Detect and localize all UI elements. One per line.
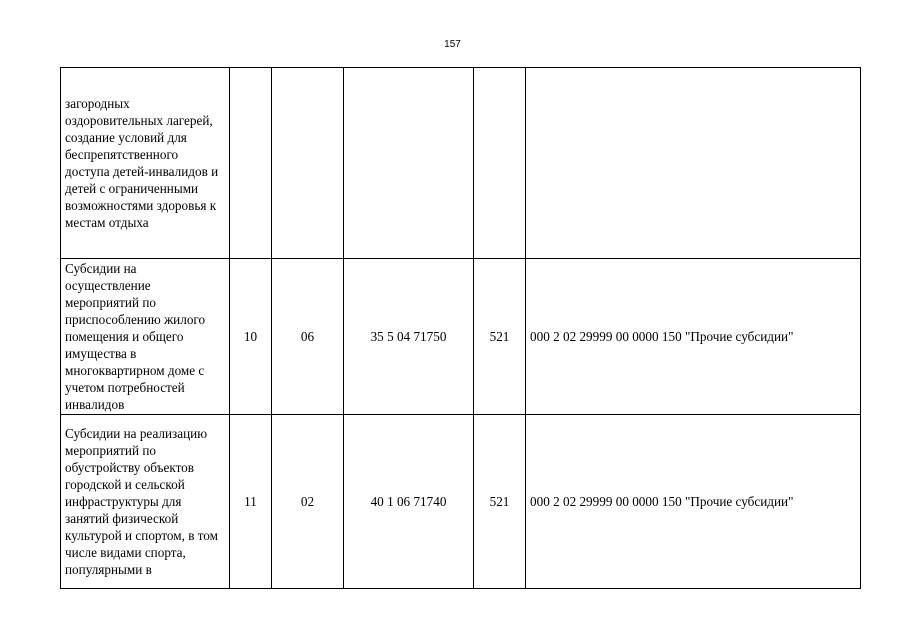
revenue-code-cell <box>526 68 861 259</box>
expense-type-cell: 521 <box>474 415 526 589</box>
table-row <box>61 259 861 415</box>
row-name-cell: Субсидии на осуществление мероприятий по приспособлению жилого помещения и общего имущества в многоквартирном доме с учетом потребностей инвалидов <box>61 259 230 415</box>
section-cell: 11 <box>230 415 272 589</box>
revenue-code-cell: 000 2 02 29999 00 0000 150 "Прочие субсидии" <box>526 259 861 415</box>
budget-table <box>60 67 861 589</box>
row-name-cell: загородных оздоровительных лагерей, создание условий для беспрепятственного доступа детей-инвалидов и детей с ограниченными возможностями здоровья к местам отдыха <box>61 68 230 259</box>
row-name-cell: Субсидии на реализацию мероприятий по обустройству объектов городской и сельской инфраструктуры для занятий физической культурой и спортом, в том числе видами спорта, популярными в <box>61 415 230 589</box>
table-row <box>61 68 861 259</box>
subsection-cell <box>272 68 344 259</box>
section-cell: 10 <box>230 259 272 415</box>
target-article-cell <box>344 68 474 259</box>
subsection-cell: 06 <box>272 259 344 415</box>
subsection-cell: 02 <box>272 415 344 589</box>
expense-type-cell <box>474 68 526 259</box>
revenue-code-cell: 000 2 02 29999 00 0000 150 "Прочие субсидии" <box>526 415 861 589</box>
section-cell <box>230 68 272 259</box>
expense-type-cell: 521 <box>474 259 526 415</box>
target-article-cell: 35 5 04 71750 <box>344 259 474 415</box>
page-number: 157 <box>444 39 461 50</box>
target-article-cell: 40 1 06 71740 <box>344 415 474 589</box>
table-row <box>61 415 861 589</box>
